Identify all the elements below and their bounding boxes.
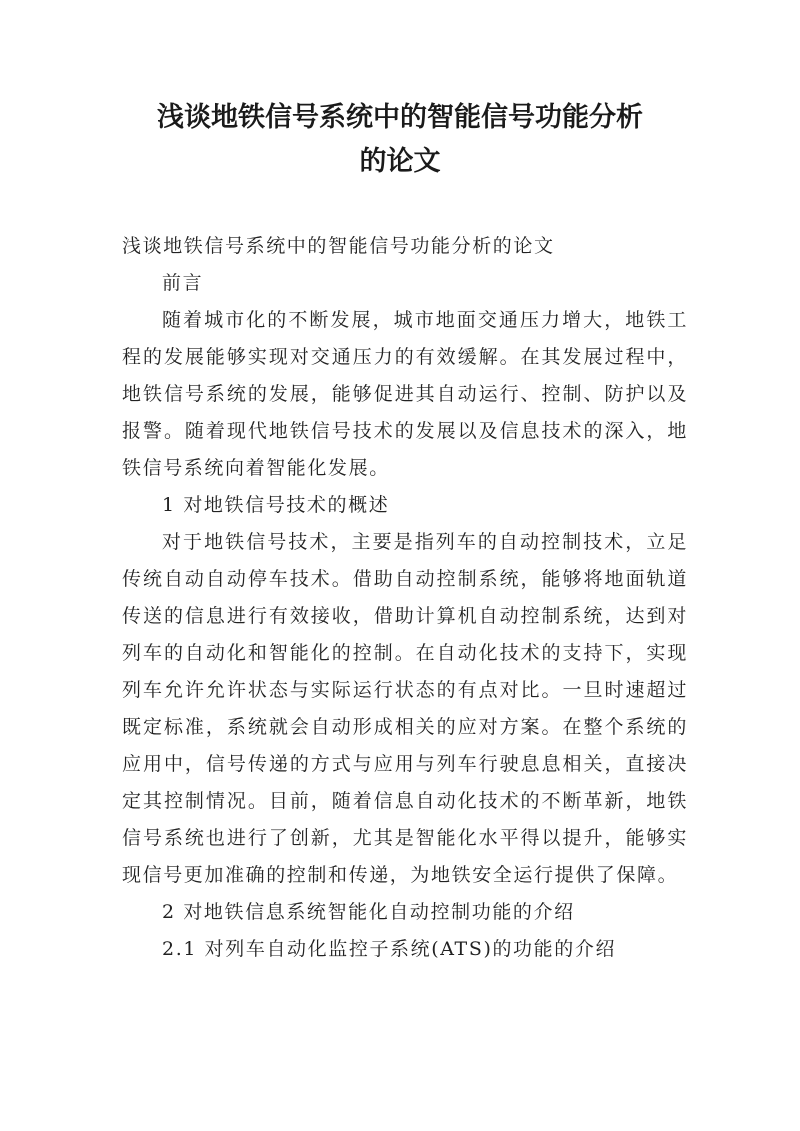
section-1-paragraph: 对于地铁信号技术，主要是指列车的自动控制技术，立足传统自动自动停车技术。借助自动控制系统，能够将地面轨道传送的信息进行有效接收，借助计算机自动控制系统，达到对列车的自动化和智能化的控制。在自动化技术的支持下，实现列车允许允许状态与实际运行状态的有点对比。一旦时速超过既定标准，系统就会自动形成相关的应对方案。在整个系统的应用中，信号传递的方式与应用与列车行驶息息相关，直接决定其控制情况。目前，随着信息自动化技术的不断革新，地铁信号系统也进行了创新，尤其是智能化水平得以提升，能够实现信号更加准确的控制和传递，为地铁安全运行提供了保障。 [122,531,688,886]
document-title [100,96,700,184]
document-title-line-2: 的论文 [359,146,441,177]
section-2-heading: 2 对地铁信息系统智能化自动控制功能的介绍 [162,901,575,923]
preface-paragraph: 随着城市化的不断发展，城市地面交通压力增大，地铁工程的发展能够实现对交通压力的有效缓解。在其发展过程中，地铁信号系统的发展，能够促进其自动运行、控制、防护以及报警。随着现代地铁信号技术的发展以及信息技术的深入，地铁信号系统向着智能化发展。 [122,309,688,479]
preface-heading: 前言 [162,272,204,294]
document-title-line-1: 浅谈地铁信号系统中的智能信号功能分析 [157,102,643,133]
section-1-heading: 1 对地铁信号技术的概述 [162,494,390,516]
document-subtitle: 浅谈地铁信号系统中的智能信号功能分析的论文 [122,235,555,257]
section-2-1-heading: 2.1 对列车自动化监控子系统(ATS)的功能的介绍 [162,938,617,960]
document-body [122,228,688,968]
